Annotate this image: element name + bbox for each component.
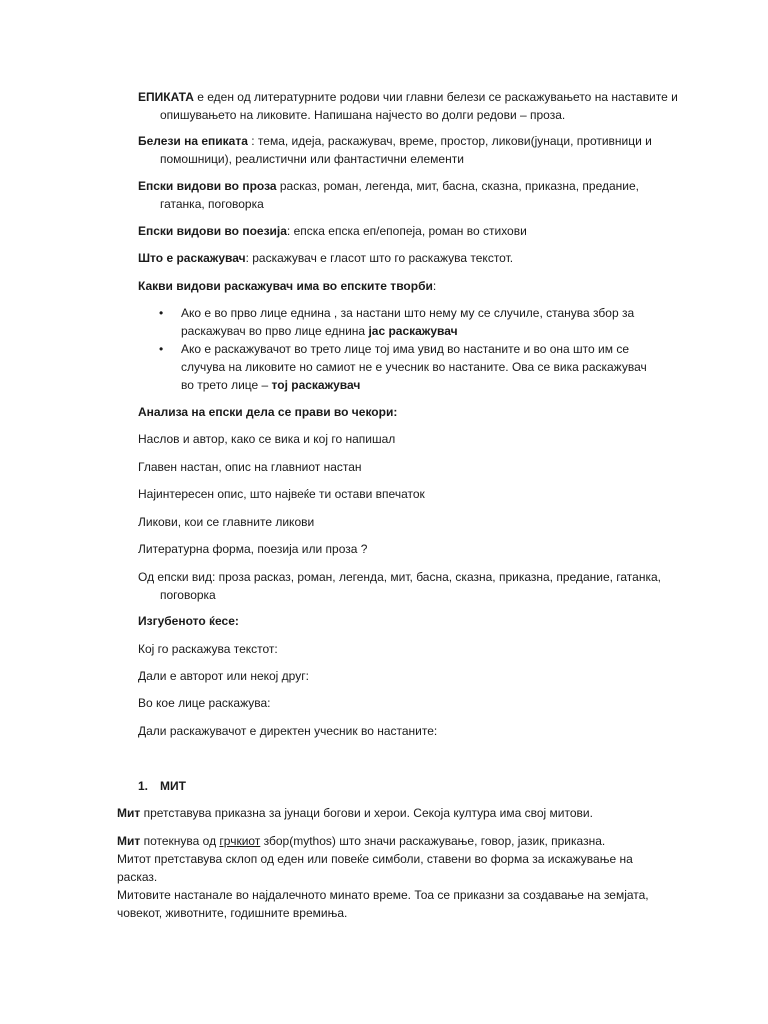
poetry-types-term: Епски видови во поезија [138,224,287,238]
narrator-types-list [138,304,658,394]
analysis-step: Ликови, кои се главните ликови [138,515,315,529]
epic-definition-text: е еден од литературните родови чии главни белези се раскажувањето на наставите и опишувањето на ликовите. Напишана најчесто во долги редови – проза. [160,90,678,122]
epic-definition [138,88,680,124]
greek-word: грчкиот [219,834,261,848]
list-item-bold: јас раскажувач [368,324,458,338]
prose-types [138,177,680,213]
bullet-icon: • [159,342,164,356]
narrator-definition [138,249,680,267]
bullet-icon: • [159,306,164,320]
list-item-text: Ако е раскажувачот во трето лице тој има увид во настаните и во она што им се случува на ликовите но самиот не е учесник во настаните. Ова се вика раскажувач во трето лице – [181,342,647,392]
epic-term: ЕПИКАТА [138,90,194,104]
myth-paragraph-1-text: претставува приказна за јунаци богови и херои. Секоја култура има свој митови. [140,806,593,820]
myth-title: МИТ [160,779,186,793]
epic-features [138,132,680,168]
prose-types-term: Епски видови во проза [138,179,277,193]
myth-term: Мит [117,806,141,820]
analysis-step: Од епски вид: проза расказ, роман, легенда, мит, басна, сказна, приказна, предание, гатанка, поговорка [138,570,661,602]
list-item-text: Ако е во прво лице еднина , за настани што нему му се случиле, станува збор за раскажувач во прво лице еднина [181,306,635,338]
lost-purse-question: Кој го раскажува текстот: [138,642,278,656]
epic-features-term: Белези на епиката [138,134,248,148]
analysis-step: Наслов и автор, како се вика и кој го напишал [138,432,396,446]
myth-term: Мит [117,834,141,848]
lost-purse-heading-text: Изгубеното ќесе: [138,614,239,628]
list-item [138,304,658,340]
analysis-step: Најинтересен опис, што највеќе ти остави впечаток [138,487,425,501]
analysis-step: Литературна форма, поезија или проза ? [138,542,368,556]
myth-number: 1. [138,779,149,793]
myth-paragraph-1 [117,804,657,822]
poetry-types [138,222,680,240]
poetry-types-text: : епска епска еп/епопеја, роман во стихови [286,224,527,238]
narrator-types-colon: : [432,279,437,293]
lost-purse-heading [138,612,680,630]
myth-paragraph-2 [117,832,657,922]
narrator-definition-text: : раскажувач е гласот што го раскажува текстот. [245,251,514,265]
myth-paragraph-2-line-2: Митот претставува склоп од еден или повеќе симболи, ставени во форма за искажување на расказ. [117,852,633,884]
list-item-bold: тој раскажувач [271,378,361,392]
lost-purse-question: Во кое лице раскажува: [138,696,271,710]
prose-types-text: расказ, роман, легенда, мит, басна, сказна, приказна, предание, гатанка, поговорка [160,179,639,211]
myth-paragraph-2-text-a: потекнува од [140,834,220,848]
lost-purse-question: Дали раскажувачот е директен учесник во настаните: [138,724,438,738]
analysis-step: Главен настан, опис на главниот настан [138,460,362,474]
narrator-types-heading [138,277,680,295]
narrator-term: Што е раскажувач [138,251,246,265]
narrator-types-term: Какви видови раскажувач има во епските творби [138,279,433,293]
list-item [138,340,658,394]
epic-features-text: : тема, идеја, раскажувач, време, простор, ликови(јунаци, противници и помошници), реалистични или фантастични елементи [160,134,652,166]
lost-purse-question: Дали е авторот или некој друг: [138,669,309,683]
myth-heading [138,777,186,795]
myth-paragraph-2-line-3: Митовите настанале во најдалечното минато време. Тоа се приказни за создавање на земјата, човекот, животните, годишните времиња. [117,888,649,920]
myth-paragraph-2-text-b: збор(mythos) што значи раскажување, говор, јазик, приказна. [260,834,606,848]
analysis-heading [138,403,680,421]
analysis-heading-text: Анализа на епски дела се прави во чекори: [138,405,398,419]
